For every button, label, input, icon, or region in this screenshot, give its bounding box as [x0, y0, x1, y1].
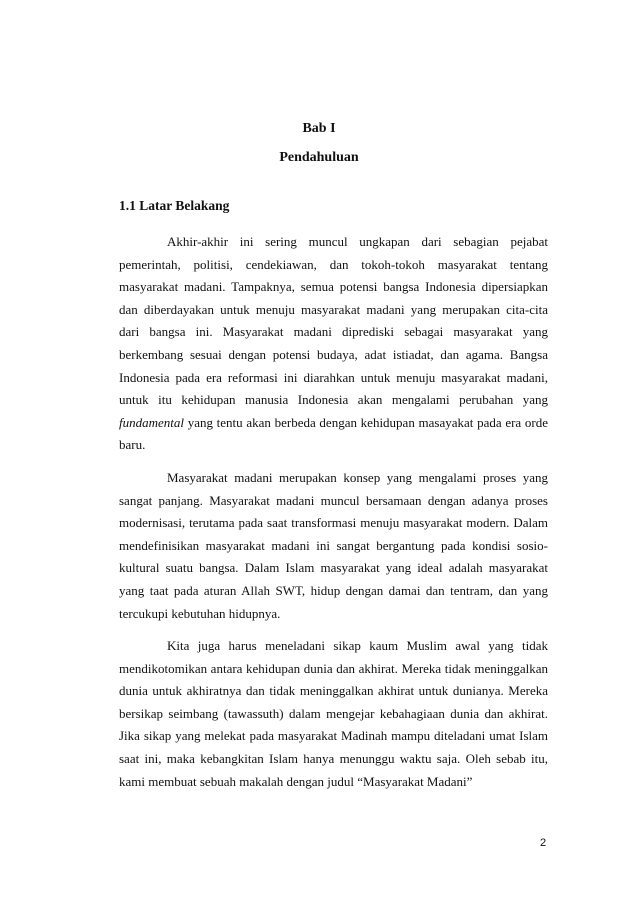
paragraph-1-text: Akhir-akhir ini sering muncul ungkapan dari sebagian pejabat pemerintah, politisi, cendekiawan, dan tokoh-tokoh masyarakat tentang masyarakat madani. Tampaknya, semua potensi bangsa Indonesia dipersiapkan dan diberdayakan untuk menuju masyarakat madani yang merupakan cita-cita dari bangsa ini. Masyarakat madani diprediski sebagai masyarakat yang berkembang sesuai dengan potensi budaya, adat istiadat, dan agama. Bangsa Indonesia pada era reformasi ini diarahkan untuk menuju masyarakat madani, untuk itu kehidupan manusia Indonesia akan mengalami perubahan yang	[119, 234, 548, 408]
paragraph-1-text-end: yang tentu akan berbeda dengan kehidupan masayakat pada era orde baru.	[119, 414, 548, 453]
paragraph-1	[119, 231, 548, 457]
paragraph-3: Kita juga harus meneladani sikap kaum Muslim awal yang tidak mendikotomikan antara kehidupan dunia dan akhirat. Mereka tidak meninggalkan dunia untuk akhiratnya dan tidak meninggalkan akhirat untuk dunianya. Mereka bersikap seimbang (tawassuth) dalam mengejar kebahagiaan dunia dan akhirat. Jika sikap yang melekat pada masyarakat Madinah mampu diteladani umat Islam saat ini, maka kebangkitan Islam hanya menunggu waktu saja. Oleh sebab itu, kami membuat sebuah makalah dengan judul “Masyarakat Madani”	[119, 638, 548, 789]
chapter-number: Bab I	[302, 121, 336, 136]
page-number: 2	[540, 837, 547, 849]
section-heading: 1.1 Latar Belakang	[119, 198, 230, 213]
body-text	[119, 231, 548, 803]
paragraph-2: Masyarakat madani merupakan konsep yang mengalami proses yang sangat panjang. Masyarakat madani muncul bersamaan dengan adanya proses modernisasi, terutama pada saat transformasi menuju masyarakat modern. Dalam mendefinisikan masyarakat madani ini sangat bergantung pada kondisi sosio-kultural suatu bangsa. Dalam Islam masyarakat yang ideal adalah masyarakat yang taat pada aturan Allah SWT, hidup dengan damai dan tentram, dan yang tercukupi kebutuhan hidupnya.	[119, 469, 548, 621]
chapter-title: Pendahuluan	[279, 150, 359, 165]
paragraph-1-italic-term: fundamental	[119, 414, 184, 430]
